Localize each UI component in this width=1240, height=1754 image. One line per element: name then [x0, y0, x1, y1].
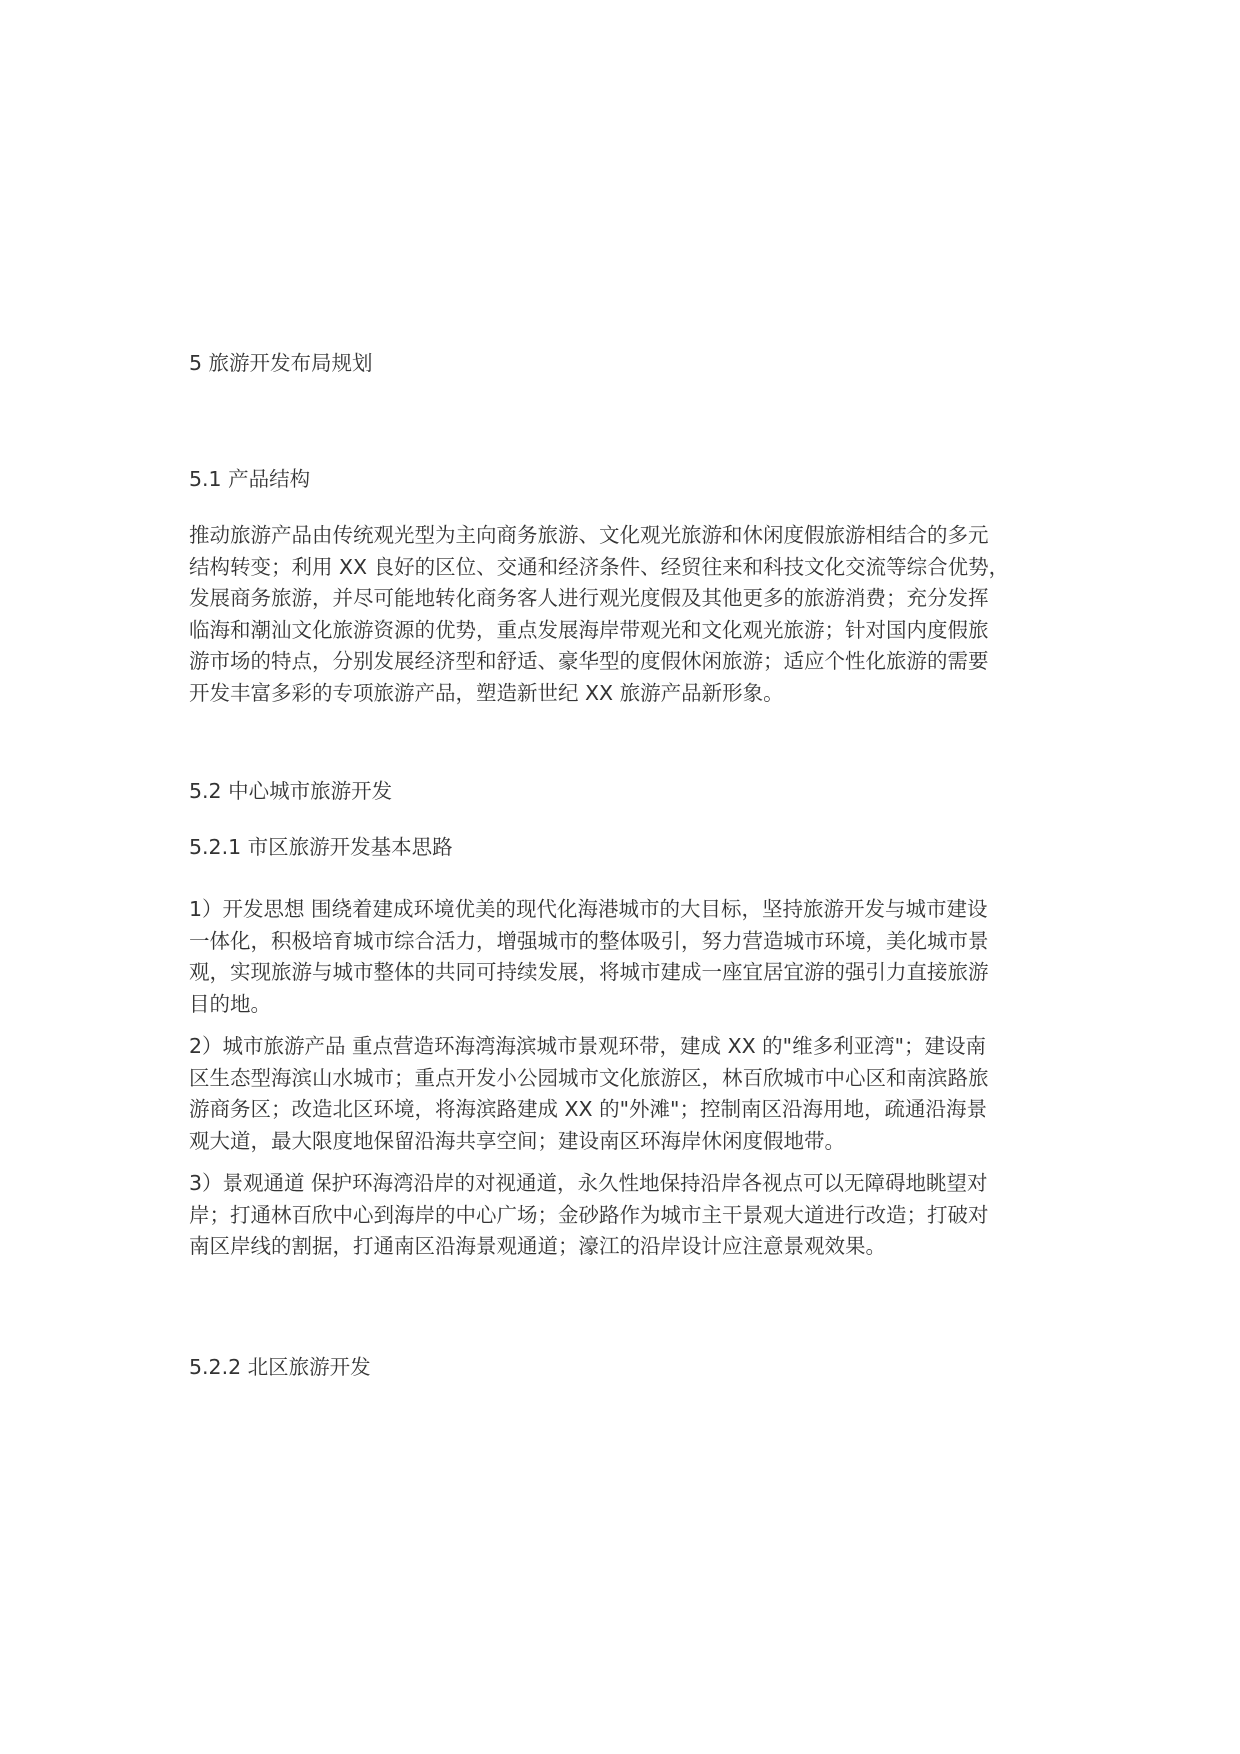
paragraph-landscape-corridor — [189, 1168, 1089, 1263]
paragraph-line: 开发丰富多彩的专项旅游产品，塑造新世纪 XX 旅游产品新形象。 — [189, 680, 784, 705]
paragraph-line: 临海和潮汕文化旅游资源的优势，重点发展海岸带观光和文化观光旅游；针对国内度假旅 — [189, 617, 989, 642]
paragraph-line: 目的地。 — [189, 991, 271, 1016]
paragraph-line: 岸；打通林百欣中心到海岸的中心广场；金砂路作为城市主干景观大道进行改造；打破对 — [189, 1202, 989, 1227]
paragraph-line: 观，实现旅游与城市整体的共同可持续发展，将城市建成一座宜居宜游的强引力直接旅游 — [189, 960, 989, 984]
paragraph-development-idea — [189, 894, 1089, 1020]
paragraph-city-tourism-products — [189, 1031, 1089, 1157]
subsection-heading-5-2-2: 5.2.2 北区旅游开发 — [189, 1355, 371, 1379]
paragraph-line: 南区岸线的割据，打通南区沿海景观通道；濠江的沿岸设计应注意景观效果。 — [189, 1234, 886, 1258]
paragraph-line: 3）景观通道 保护环海湾沿岸的对视通道，永久性地保持沿岸各视点可以无障碍地眺望对 — [189, 1171, 988, 1195]
paragraph-line: 区生态型海滨山水城市；重点开发小公园城市文化旅游区，林百欣城市中心区和南滨路旅 — [189, 1065, 989, 1090]
paragraph-line: 结构转变；利用 XX 良好的区位、交通和经济条件、经贸往来和科技文化交流等综合优势， — [189, 554, 1010, 579]
paragraph-product-structure — [189, 520, 1089, 709]
section-heading-5-1: 5.1 产品结构 — [189, 467, 311, 491]
paragraph-line: 游商务区；改造北区环境，将海滨路建成 XX 的"外滩"；控制南区沿海用地，疏通沿海景 — [189, 1097, 987, 1121]
paragraph-line: 一体化，积极培育城市综合活力，增强城市的整体吸引，努力营造城市环境，美化城市景 — [189, 928, 989, 953]
paragraph-line: 发展商务旅游，并尽可能地转化商务客人进行观光度假及其他更多的旅游消费；充分发挥 — [189, 586, 989, 610]
paragraph-line: 观大道，最大限度地保留沿海共享空间；建设南区环海岸休闲度假地带。 — [189, 1128, 845, 1153]
subsection-heading-5-2-1: 5.2.1 市区旅游开发基本思路 — [189, 835, 453, 859]
section-heading-5-2: 5.2 中心城市旅游开发 — [189, 779, 393, 803]
paragraph-line: 游市场的特点，分别发展经济型和舒适、豪华型的度假休闲旅游；适应个性化旅游的需要 — [189, 649, 989, 673]
paragraph-line: 2）城市旅游产品 重点营造环海湾海滨城市景观环带，建成 XX 的"维多利亚湾"；建设南 — [189, 1034, 987, 1058]
paragraph-line: 1）开发思想 围绕着建成环境优美的现代化海港城市的大目标，坚持旅游开发与城市建设 — [189, 897, 988, 921]
paragraph-line: 推动旅游产品由传统观光型为主向商务旅游、文化观光旅游和休闲度假旅游相结合的多元 — [189, 523, 989, 547]
chapter-heading: 5 旅游开发布局规划 — [189, 351, 373, 375]
